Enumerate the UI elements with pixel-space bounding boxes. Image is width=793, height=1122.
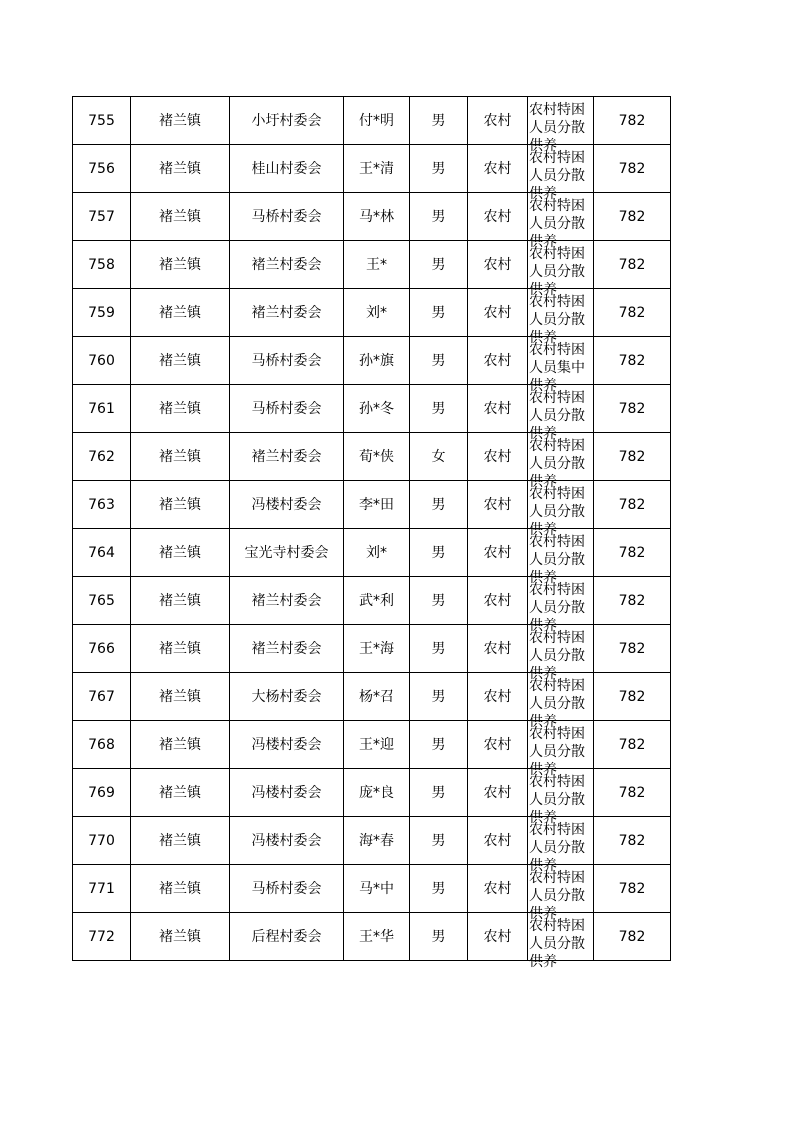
village-committee-cell: 褚兰村委会 (230, 577, 344, 625)
table-row (73, 241, 671, 289)
village-committee-cell: 桂山村委会 (230, 145, 344, 193)
serial-number-cell: 757 (73, 193, 131, 241)
table-row (73, 337, 671, 385)
support-type-cell (528, 865, 594, 922)
support-type-text: 农村特困人员分散供养 (529, 726, 585, 778)
amount-cell: 782 (594, 865, 671, 913)
support-type-text: 农村特困人员分散供养 (529, 918, 585, 970)
serial-number-cell: 765 (73, 577, 131, 625)
gender-cell: 男 (410, 817, 468, 865)
table-row (73, 625, 671, 673)
support-type-text: 农村特困人员分散供养 (529, 534, 585, 586)
area-type-cell: 农村 (468, 241, 528, 289)
support-type-text: 农村特困人员分散供养 (529, 582, 585, 634)
town-cell: 褚兰镇 (131, 337, 230, 385)
person-name-cell: 王*华 (344, 913, 410, 961)
person-name-cell: 王*清 (344, 145, 410, 193)
area-type-cell: 农村 (468, 385, 528, 433)
amount-cell: 782 (594, 241, 671, 289)
area-type-cell: 农村 (468, 865, 528, 913)
serial-number-cell: 758 (73, 241, 131, 289)
table-row (73, 193, 671, 241)
table-row (73, 529, 671, 577)
serial-number-cell: 755 (73, 97, 131, 145)
relief-roster-table (72, 96, 671, 970)
amount-cell: 782 (594, 385, 671, 433)
village-committee-cell: 褚兰村委会 (230, 241, 344, 289)
gender-cell: 男 (410, 145, 468, 193)
gender-cell: 男 (410, 385, 468, 433)
support-type-cell (528, 673, 594, 730)
support-type-text: 农村特困人员分散供养 (529, 822, 585, 874)
support-type-cell (528, 481, 594, 538)
area-type-cell: 农村 (468, 529, 528, 577)
area-type-cell: 农村 (468, 97, 528, 145)
person-name-cell: 马*中 (344, 865, 410, 913)
town-cell: 褚兰镇 (131, 865, 230, 913)
amount-cell: 782 (594, 481, 671, 529)
support-type-text: 农村特困人员分散供养 (529, 246, 585, 298)
support-type-text: 农村特困人员分散供养 (529, 102, 585, 154)
serial-number-cell: 767 (73, 673, 131, 721)
gender-cell: 男 (410, 769, 468, 817)
table-row (73, 769, 671, 817)
table-row (73, 673, 671, 721)
person-name-cell: 孙*旗 (344, 337, 410, 385)
town-cell: 褚兰镇 (131, 241, 230, 289)
support-type-cell (528, 913, 594, 970)
area-type-cell: 农村 (468, 721, 528, 769)
amount-cell: 782 (594, 433, 671, 481)
support-type-text: 农村特困人员分散供养 (529, 774, 585, 826)
support-type-cell (528, 529, 594, 586)
support-type-cell (528, 97, 594, 154)
table-row (73, 97, 671, 145)
gender-cell: 男 (410, 289, 468, 337)
serial-number-cell: 770 (73, 817, 131, 865)
serial-number-cell: 762 (73, 433, 131, 481)
gender-cell: 男 (410, 97, 468, 145)
person-name-cell: 付*明 (344, 97, 410, 145)
support-type-text: 农村特困人员分散供养 (529, 678, 585, 730)
person-name-cell: 马*林 (344, 193, 410, 241)
gender-cell: 男 (410, 193, 468, 241)
person-name-cell: 李*田 (344, 481, 410, 529)
support-type-cell (528, 145, 594, 202)
person-name-cell: 庞*良 (344, 769, 410, 817)
town-cell: 褚兰镇 (131, 433, 230, 481)
village-committee-cell: 马桥村委会 (230, 385, 344, 433)
serial-number-cell: 759 (73, 289, 131, 337)
support-type-cell (528, 817, 594, 874)
table-row (73, 145, 671, 193)
gender-cell: 男 (410, 673, 468, 721)
amount-cell: 782 (594, 913, 671, 961)
amount-cell: 782 (594, 625, 671, 673)
gender-cell: 男 (410, 481, 468, 529)
village-committee-cell: 大杨村委会 (230, 673, 344, 721)
town-cell: 褚兰镇 (131, 481, 230, 529)
town-cell: 褚兰镇 (131, 97, 230, 145)
serial-number-cell: 761 (73, 385, 131, 433)
village-committee-cell: 褚兰村委会 (230, 625, 344, 673)
support-type-cell (528, 433, 594, 490)
table-row (73, 865, 671, 913)
town-cell: 褚兰镇 (131, 913, 230, 961)
amount-cell: 782 (594, 577, 671, 625)
amount-cell: 782 (594, 289, 671, 337)
area-type-cell: 农村 (468, 769, 528, 817)
amount-cell: 782 (594, 529, 671, 577)
support-type-text: 农村特困人员分散供养 (529, 390, 585, 442)
serial-number-cell: 771 (73, 865, 131, 913)
town-cell: 褚兰镇 (131, 673, 230, 721)
village-committee-cell: 褚兰村委会 (230, 433, 344, 481)
amount-cell: 782 (594, 673, 671, 721)
table-row (73, 577, 671, 625)
town-cell: 褚兰镇 (131, 625, 230, 673)
person-name-cell: 王* (344, 241, 410, 289)
village-committee-cell: 冯楼村委会 (230, 769, 344, 817)
area-type-cell: 农村 (468, 673, 528, 721)
support-type-text: 农村特困人员分散供养 (529, 630, 585, 682)
town-cell: 褚兰镇 (131, 529, 230, 577)
amount-cell: 782 (594, 721, 671, 769)
village-committee-cell: 马桥村委会 (230, 865, 344, 913)
table-body (73, 97, 671, 970)
support-type-text: 农村特困人员分散供养 (529, 870, 585, 922)
support-type-cell (528, 769, 594, 826)
table-row (73, 385, 671, 433)
area-type-cell: 农村 (468, 433, 528, 481)
area-type-cell: 农村 (468, 289, 528, 337)
town-cell: 褚兰镇 (131, 817, 230, 865)
serial-number-cell: 768 (73, 721, 131, 769)
table-row (73, 481, 671, 529)
area-type-cell: 农村 (468, 193, 528, 241)
support-type-cell (528, 625, 594, 682)
support-type-text: 农村特困人员分散供养 (529, 198, 585, 250)
serial-number-cell: 766 (73, 625, 131, 673)
serial-number-cell: 764 (73, 529, 131, 577)
gender-cell: 男 (410, 625, 468, 673)
support-type-text: 农村特困人员分散供养 (529, 150, 585, 202)
village-committee-cell: 冯楼村委会 (230, 817, 344, 865)
person-name-cell: 杨*召 (344, 673, 410, 721)
village-committee-cell: 冯楼村委会 (230, 721, 344, 769)
serial-number-cell: 763 (73, 481, 131, 529)
area-type-cell: 农村 (468, 817, 528, 865)
amount-cell: 782 (594, 97, 671, 145)
support-type-cell (528, 385, 594, 442)
amount-cell: 782 (594, 817, 671, 865)
town-cell: 褚兰镇 (131, 145, 230, 193)
village-committee-cell: 后程村委会 (230, 913, 344, 961)
table-row (73, 289, 671, 337)
table-row (73, 817, 671, 865)
area-type-cell: 农村 (468, 913, 528, 961)
person-name-cell: 荀*侠 (344, 433, 410, 481)
town-cell: 褚兰镇 (131, 577, 230, 625)
support-type-text: 农村特困人员分散供养 (529, 294, 585, 346)
area-type-cell: 农村 (468, 577, 528, 625)
gender-cell: 男 (410, 241, 468, 289)
gender-cell: 男 (410, 529, 468, 577)
person-name-cell: 刘* (344, 289, 410, 337)
gender-cell: 男 (410, 721, 468, 769)
village-committee-cell: 褚兰村委会 (230, 289, 344, 337)
person-name-cell: 海*春 (344, 817, 410, 865)
gender-cell: 男 (410, 577, 468, 625)
town-cell: 褚兰镇 (131, 769, 230, 817)
amount-cell: 782 (594, 769, 671, 817)
gender-cell: 女 (410, 433, 468, 481)
area-type-cell: 农村 (468, 337, 528, 385)
support-type-text: 农村特困人员分散供养 (529, 486, 585, 538)
amount-cell: 782 (594, 145, 671, 193)
person-name-cell: 王*迎 (344, 721, 410, 769)
serial-number-cell: 769 (73, 769, 131, 817)
village-committee-cell: 冯楼村委会 (230, 481, 344, 529)
area-type-cell: 农村 (468, 145, 528, 193)
town-cell: 褚兰镇 (131, 721, 230, 769)
amount-cell: 782 (594, 193, 671, 241)
support-type-cell (528, 241, 594, 298)
serial-number-cell: 756 (73, 145, 131, 193)
person-name-cell: 孙*冬 (344, 385, 410, 433)
support-type-cell (528, 193, 594, 250)
gender-cell: 男 (410, 865, 468, 913)
village-committee-cell: 马桥村委会 (230, 193, 344, 241)
table-row (73, 721, 671, 769)
table-row (73, 913, 671, 961)
village-committee-cell: 马桥村委会 (230, 337, 344, 385)
gender-cell: 男 (410, 913, 468, 961)
support-type-cell (528, 337, 594, 394)
person-name-cell: 刘* (344, 529, 410, 577)
amount-cell: 782 (594, 337, 671, 385)
support-type-cell (528, 721, 594, 778)
area-type-cell: 农村 (468, 481, 528, 529)
gender-cell: 男 (410, 337, 468, 385)
support-type-text: 农村特困人员分散供养 (529, 438, 585, 490)
village-committee-cell: 宝光寺村委会 (230, 529, 344, 577)
support-type-cell (528, 289, 594, 346)
person-name-cell: 王*海 (344, 625, 410, 673)
village-committee-cell: 小圩村委会 (230, 97, 344, 145)
support-type-cell (528, 577, 594, 634)
town-cell: 褚兰镇 (131, 385, 230, 433)
person-name-cell: 武*利 (344, 577, 410, 625)
serial-number-cell: 772 (73, 913, 131, 961)
serial-number-cell: 760 (73, 337, 131, 385)
support-type-text: 农村特困人员集中供养 (529, 342, 585, 394)
area-type-cell: 农村 (468, 625, 528, 673)
table-row (73, 433, 671, 481)
town-cell: 褚兰镇 (131, 193, 230, 241)
town-cell: 褚兰镇 (131, 289, 230, 337)
